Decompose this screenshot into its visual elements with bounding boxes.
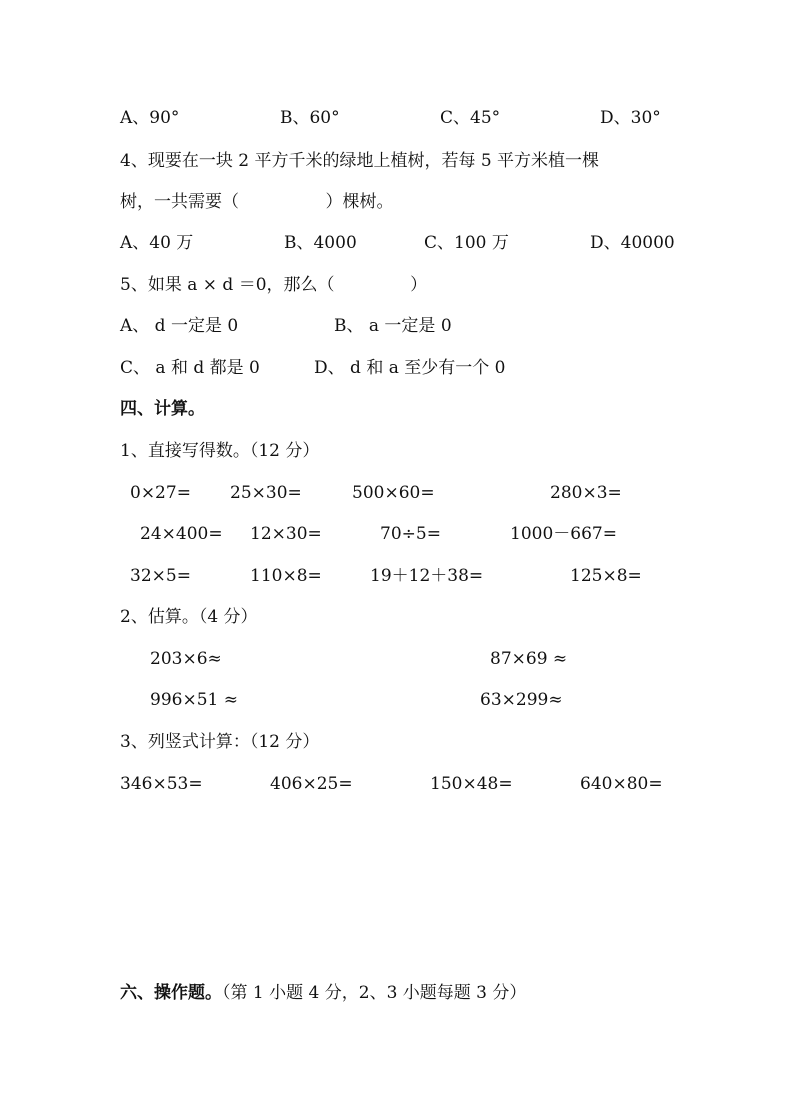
q4-option-a: A、40 万 [120,233,194,253]
estimate-item: 63×299≈ [480,690,563,710]
part3-title: 3、列竖式计算：（12 分） [120,732,320,752]
section6-heading [120,983,526,1003]
oral-calc-item: 24×400= [140,524,223,544]
q5-option-b: B、 a 一定是 0 [334,316,452,336]
q5-option-a: A、 d 一定是 0 [120,316,239,336]
q4-stem-line2: 树，一共需要（ ）棵树。 [120,192,394,212]
vertical-calc-item: 346×53= [120,774,203,794]
oral-calc-item: 12×30= [250,524,322,544]
q3-option-c: C、45° [440,108,501,128]
oral-calc-item: 0×27= [130,483,191,503]
q3-option-b: B、60° [280,108,340,128]
q4-option-d: D、40000 [590,233,675,253]
oral-calc-item: 70÷5= [380,524,441,544]
q5-stem: 5、如果 a × d ＝0，那么（ ） [120,275,428,295]
vertical-calc-item: 150×48= [430,774,513,794]
q5-option-d: D、 d 和 a 至少有一个 0 [314,358,506,378]
q3-option-d: D、30° [600,108,661,128]
q3-option-a: A、90° [120,108,180,128]
section4-title: 四、计算。 [120,399,205,419]
oral-calc-item: 125×8= [570,566,642,586]
part1-title: 1、直接写得数。（12 分） [120,441,320,461]
oral-calc-item: 1000－667= [510,524,617,544]
oral-calc-item: 25×30= [230,483,302,503]
q4-stem-line1: 4、现要在一块 2 平方千米的绿地上植树，若每 5 平方米植一棵 [120,151,600,171]
oral-calc-item: 110×8= [250,566,322,586]
oral-calc-item: 500×60= [352,483,435,503]
q5-option-c: C、 a 和 d 都是 0 [120,358,260,378]
q4-option-c: C、100 万 [424,233,509,253]
q4-option-b: B、4000 [284,233,357,253]
section6-note: （第 1 小题 4 分，2、3 小题每题 3 分） [222,983,527,1003]
oral-calc-item: 280×3= [550,483,622,503]
vertical-calc-item: 406×25= [270,774,353,794]
estimate-item: 203×6≈ [150,649,222,669]
oral-calc-item: 19＋12＋38= [370,566,484,586]
oral-calc-item: 32×5= [130,566,191,586]
estimate-item: 996×51 ≈ [150,690,238,710]
part2-title: 2、估算。（4 分） [120,607,258,627]
estimate-item: 87×69 ≈ [490,649,568,669]
section6-title: 六、操作题。 [120,983,222,1003]
vertical-calc-item: 640×80= [580,774,663,794]
